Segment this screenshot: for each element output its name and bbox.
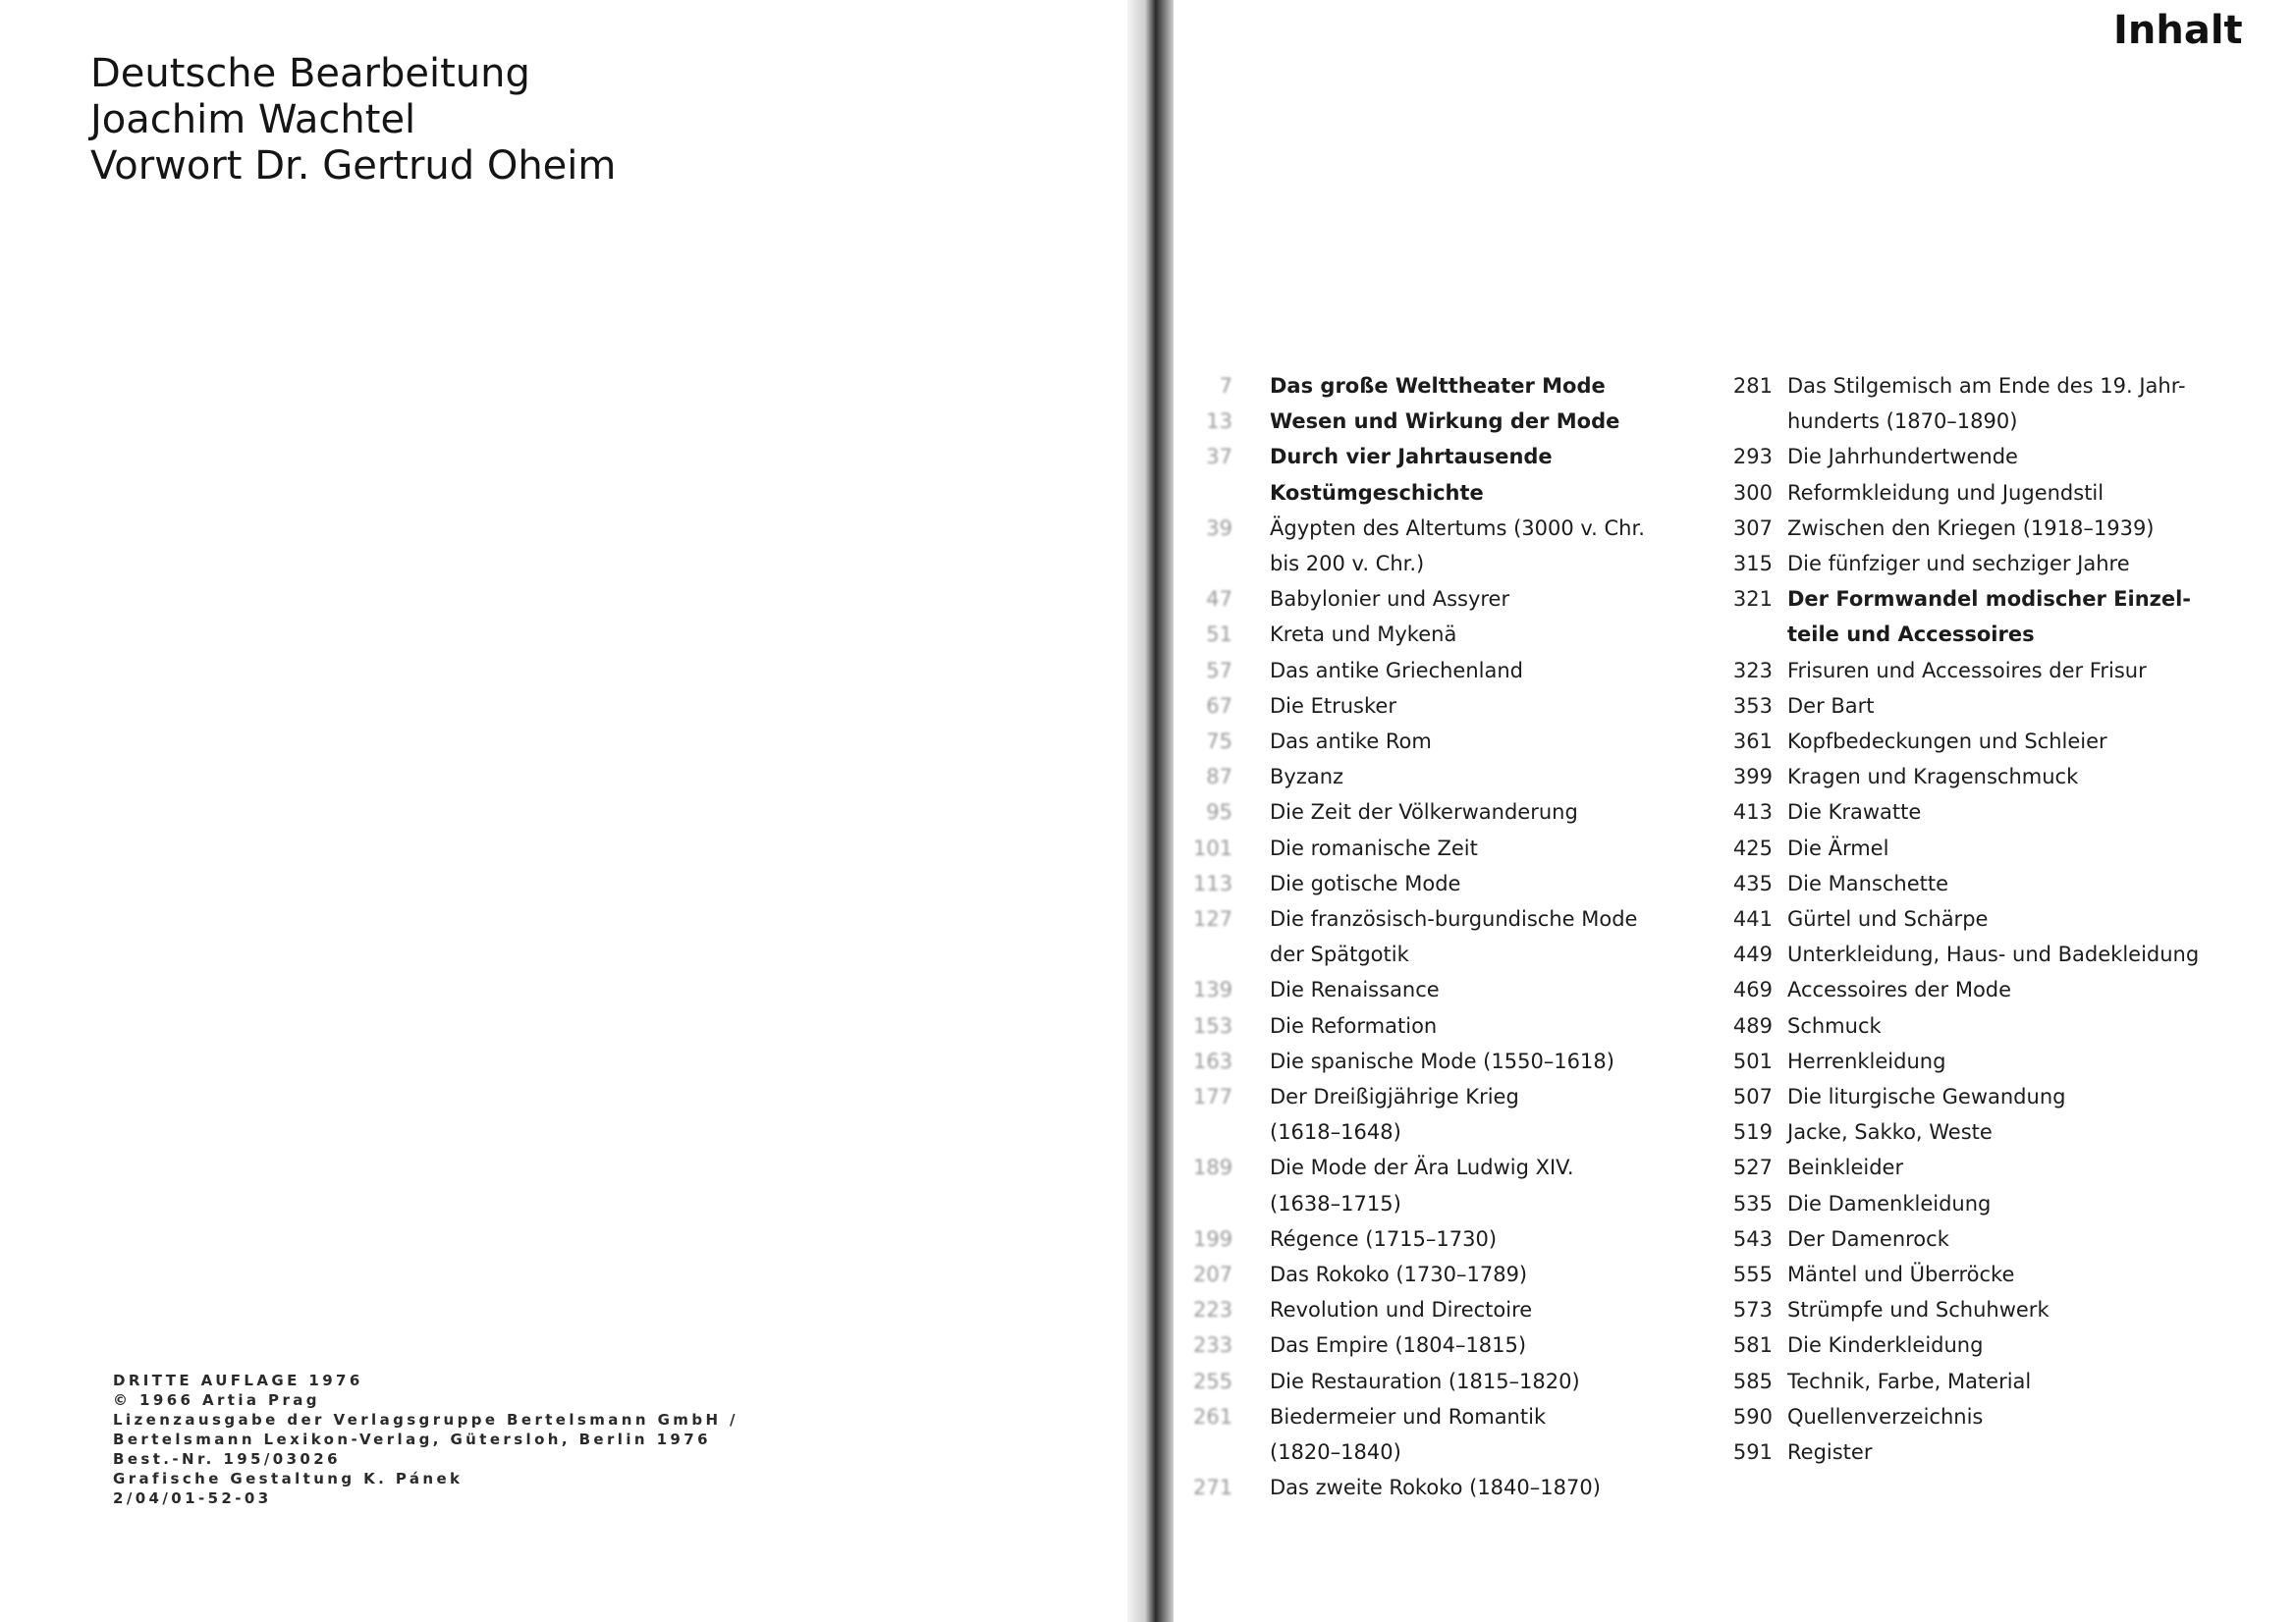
imprint-line: Bertelsmann Lexikon-Verlag, Gütersloh, Berlin 1976 — [113, 1431, 711, 1448]
toc-entry-continuation — [1193, 1114, 1674, 1150]
credit-line-editor: Joachim Wachtel — [90, 97, 416, 142]
toc-entry-title: Frisuren und Accessoires der Frisur — [1787, 658, 2147, 682]
toc-entry-title: (1820–1840) — [1270, 1440, 1401, 1465]
toc-page-number: 501 — [1732, 1049, 1773, 1073]
toc-page-number: 39 — [1206, 515, 1232, 540]
toc-entry-title: Der Bart — [1787, 693, 1875, 718]
toc-entry — [1714, 1257, 2244, 1292]
toc-page-number: 163 — [1193, 1049, 1233, 1073]
toc-page-number: 207 — [1193, 1263, 1233, 1287]
toc-page-number: 321 — [1732, 587, 1773, 612]
toc-entry — [1714, 1364, 2244, 1399]
toc-entry-title: Durch vier Jahrtausende — [1270, 445, 1553, 469]
toc-entry-title: Revolution und Directoire — [1270, 1298, 1533, 1323]
toc-page-number: 435 — [1732, 871, 1773, 895]
toc-entry-title: Herrenkleidung — [1787, 1049, 1946, 1073]
toc-entry — [1193, 404, 1674, 439]
credits-block — [90, 51, 616, 189]
toc-page-number: 139 — [1193, 978, 1233, 1002]
toc-page-number: 519 — [1732, 1120, 1773, 1145]
toc-entry-title: Die liturgische Gewandung — [1787, 1085, 2066, 1109]
toc-page-number: 555 — [1732, 1263, 1773, 1287]
toc-entry-continuation — [1714, 404, 2244, 439]
credit-line-foreword: Vorwort Dr. Gertrud Oheim — [90, 143, 617, 189]
toc-entry — [1193, 794, 1674, 830]
toc-entry — [1714, 724, 2244, 759]
toc-page-number: 585 — [1732, 1369, 1773, 1393]
toc-entry — [1193, 653, 1674, 688]
toc-page-number: 413 — [1732, 800, 1773, 825]
toc-entry-title: Die spanische Mode (1550–1618) — [1270, 1049, 1614, 1073]
toc-entry-title: hunderts (1870–1890) — [1787, 409, 2018, 434]
toc-page-number: 489 — [1732, 1013, 1773, 1038]
toc-entry — [1714, 866, 2244, 901]
toc-page-number: 51 — [1206, 622, 1232, 647]
toc-entry-title: Das Empire (1804–1815) — [1270, 1333, 1527, 1358]
credit-line-adaptation: Deutsche Bearbeitung — [90, 51, 530, 96]
toc-entry-continuation — [1193, 1434, 1674, 1470]
toc-page-number: 233 — [1193, 1333, 1233, 1358]
toc-page-number: 591 — [1732, 1440, 1773, 1465]
page-title: Inhalt — [2113, 8, 2243, 53]
toc-entry-title: (1618–1648) — [1270, 1120, 1401, 1145]
toc-entry — [1193, 1044, 1674, 1079]
toc-entry-title: Die Renaissance — [1270, 978, 1440, 1002]
toc-entry — [1193, 368, 1674, 404]
toc-entry-title: Mäntel und Überröcke — [1787, 1263, 2015, 1287]
left-page — [0, 0, 1139, 1622]
toc-entry — [1193, 1327, 1674, 1363]
toc-entry — [1193, 617, 1674, 652]
toc-entry-title: Das Stilgemisch am Ende des 19. Jahr- — [1787, 374, 2186, 398]
toc-entry-title: Die Reformation — [1270, 1013, 1438, 1038]
toc-page-number: 361 — [1732, 730, 1773, 754]
toc-entry-title: Die Etrusker — [1270, 693, 1396, 718]
toc-page-number: 399 — [1732, 765, 1773, 789]
toc-entry-title: Die Jahrhundertwende — [1787, 445, 2018, 469]
toc-entry-title: Byzanz — [1270, 765, 1344, 789]
toc-entry-title: der Spätgotik — [1270, 943, 1409, 967]
toc-entry-title: bis 200 v. Chr.) — [1270, 552, 1425, 576]
toc-page-number: 75 — [1206, 730, 1232, 754]
toc-entry — [1193, 831, 1674, 866]
toc-entry — [1193, 1257, 1674, 1292]
toc-entry-title: Unterkleidung, Haus- und Badekleidung — [1787, 943, 2200, 967]
toc-entry-title: Technik, Farbe, Material — [1787, 1369, 2032, 1393]
toc-page-number: 113 — [1193, 871, 1233, 895]
toc-entry-title: teile und Accessoires — [1787, 622, 2035, 647]
toc-entry-title: Das antike Rom — [1270, 730, 1432, 754]
toc-entry — [1714, 1008, 2244, 1044]
imprint-line: Best.-Nr. 195/03026 — [113, 1450, 341, 1468]
toc-entry — [1714, 1327, 2244, 1363]
toc-entry-title: Das zweite Rokoko (1840–1870) — [1270, 1476, 1601, 1500]
toc-page-number: 223 — [1193, 1298, 1233, 1323]
toc-entry — [1714, 546, 2244, 581]
toc-entry-title: Die Manschette — [1787, 871, 1949, 895]
toc-entry-title: Beinkleider — [1787, 1156, 1904, 1180]
toc-entry-title: Das antike Griechenland — [1270, 658, 1523, 682]
toc-page-number: 87 — [1206, 765, 1232, 789]
toc-entry — [1193, 688, 1674, 724]
toc-entry — [1714, 937, 2244, 972]
toc-entry — [1193, 1008, 1674, 1044]
toc-page-number: 13 — [1206, 409, 1232, 434]
toc-entry — [1714, 831, 2244, 866]
toc-page-number: 449 — [1732, 943, 1773, 967]
toc-page-number: 37 — [1206, 445, 1232, 469]
toc-entry-title: Die fünfziger und sechziger Jahre — [1787, 552, 2130, 576]
toc-page-number: 353 — [1732, 693, 1773, 718]
toc-entry-title: Die französisch-burgundische Mode — [1270, 907, 1638, 932]
toc-entry — [1714, 759, 2244, 794]
toc-page-number: 281 — [1732, 374, 1773, 398]
toc-entry-title: Die romanische Zeit — [1270, 836, 1478, 860]
toc-entry — [1714, 475, 2244, 511]
toc-entry-title: Accessoires der Mode — [1787, 978, 2012, 1002]
imprint-line: 2/04/01-52-03 — [113, 1489, 272, 1507]
toc-page-number: 543 — [1732, 1226, 1773, 1251]
toc-entry — [1193, 901, 1674, 937]
toc-entry-title: Gürtel und Schärpe — [1787, 907, 1989, 932]
toc-page-number: 255 — [1193, 1369, 1233, 1393]
toc-page-number: 441 — [1732, 907, 1773, 932]
toc-entry — [1714, 1079, 2244, 1114]
toc-entry-title: Biedermeier und Romantik — [1270, 1404, 1547, 1429]
toc-page-number: 95 — [1206, 800, 1232, 825]
toc-page-number: 469 — [1732, 978, 1773, 1002]
toc-entry-title: Der Formwandel modischer Einzel- — [1787, 587, 2192, 612]
toc-entry-title: Ägypten des Altertums (3000 v. Chr. — [1270, 515, 1645, 540]
toc-entry — [1714, 1292, 2244, 1327]
toc-page-number: 67 — [1206, 693, 1232, 718]
toc-entry — [1714, 581, 2244, 617]
toc-entry-title: Kopfbedeckungen und Schleier — [1787, 730, 2107, 754]
toc-page-number: 177 — [1193, 1085, 1233, 1109]
toc-entry-title: Die Krawatte — [1787, 800, 1922, 825]
toc-entry — [1193, 1399, 1674, 1434]
toc-entry — [1193, 724, 1674, 759]
toc-page-number: 590 — [1732, 1404, 1773, 1429]
toc-entry — [1193, 972, 1674, 1007]
imprint-line: Grafische Gestaltung K. Pánek — [113, 1470, 464, 1487]
toc-entry — [1193, 439, 1674, 474]
toc-entry-title: Der Dreißigjährige Krieg — [1270, 1085, 1519, 1109]
toc-page-number: 573 — [1732, 1298, 1773, 1323]
toc-entry-title: Kostümgeschichte — [1270, 480, 1484, 505]
toc-entry — [1714, 972, 2244, 1007]
toc-entry-title: Die Mode der Ära Ludwig XIV. — [1270, 1156, 1574, 1180]
toc-entry-continuation — [1193, 546, 1674, 581]
toc-page-number: 261 — [1193, 1404, 1233, 1429]
toc-entry — [1714, 511, 2244, 546]
toc-page-number: 7 — [1219, 374, 1232, 398]
imprint-line: Lizenzausgabe der Verlagsgruppe Bertelsmann GmbH / — [113, 1411, 738, 1429]
toc-entry-title: Die Damenkleidung — [1787, 1191, 1992, 1216]
toc-column-right — [1714, 368, 2244, 1470]
toc-entry-continuation — [1193, 1186, 1674, 1221]
toc-entry-title: Zwischen den Kriegen (1918–1939) — [1787, 515, 2155, 540]
toc-entry-title: Reformkleidung und Jugendstil — [1787, 480, 2105, 505]
toc-page-number: 323 — [1732, 658, 1773, 682]
toc-entry-title: Strümpfe und Schuhwerk — [1787, 1298, 2050, 1323]
toc-entry-title: Der Damenrock — [1787, 1226, 1949, 1251]
toc-entry-title: Babylonier und Assyrer — [1270, 587, 1510, 612]
toc-page-number: 425 — [1732, 836, 1773, 860]
toc-entry-title: Das große Welttheater Mode — [1270, 374, 1606, 398]
toc-entry — [1714, 688, 2244, 724]
toc-page-number: 300 — [1732, 480, 1773, 505]
toc-page-number: 101 — [1193, 836, 1233, 860]
toc-entry — [1714, 1150, 2244, 1185]
toc-page-number: 581 — [1732, 1333, 1773, 1358]
toc-entry-title: (1638–1715) — [1270, 1191, 1401, 1216]
toc-entry-continuation — [1193, 937, 1674, 972]
toc-page-number: 127 — [1193, 907, 1233, 932]
toc-entry-title: Die Restauration (1815–1820) — [1270, 1369, 1580, 1393]
toc-page-number: 189 — [1193, 1156, 1233, 1180]
toc-page-number: 293 — [1732, 445, 1773, 469]
toc-column-left — [1193, 368, 1674, 1506]
toc-entry — [1193, 866, 1674, 901]
toc-entry — [1714, 1044, 2244, 1079]
toc-entry-title: Schmuck — [1787, 1013, 1882, 1038]
toc-page-number: 57 — [1206, 658, 1232, 682]
toc-entry — [1193, 1221, 1674, 1257]
imprint-block — [113, 1371, 738, 1508]
toc-entry-title: Wesen und Wirkung der Mode — [1270, 409, 1620, 434]
toc-entry-title: Kragen und Kragenschmuck — [1787, 765, 2079, 789]
toc-entry-title: Das Rokoko (1730–1789) — [1270, 1263, 1528, 1287]
toc-entry-continuation — [1193, 475, 1674, 511]
toc-entry-title: Jacke, Sakko, Weste — [1787, 1120, 1993, 1145]
toc-entry — [1714, 653, 2244, 688]
toc-page-number: 535 — [1732, 1191, 1773, 1216]
toc-entry-title: Kreta und Mykenä — [1270, 622, 1457, 647]
toc-entry — [1193, 511, 1674, 546]
imprint-line: © 1966 Artia Prag — [113, 1391, 320, 1409]
toc-entry — [1193, 759, 1674, 794]
toc-entry-title: Register — [1787, 1440, 1873, 1465]
toc-entry — [1714, 1114, 2244, 1150]
toc-entry-title: Die Kinderkleidung — [1787, 1333, 1984, 1358]
toc-entry — [1714, 439, 2244, 474]
toc-entry — [1193, 1150, 1674, 1185]
toc-page-number: 271 — [1193, 1476, 1233, 1500]
toc-entry — [1193, 1292, 1674, 1327]
toc-entry — [1714, 368, 2244, 404]
imprint-line: DRITTE AUFLAGE 1976 — [113, 1372, 363, 1389]
toc-entry-title: Die Ärmel — [1787, 836, 1889, 860]
toc-entry-title: Quellenverzeichnis — [1787, 1404, 1984, 1429]
toc-entry-title: Die Zeit der Völkerwanderung — [1270, 800, 1578, 825]
toc-page-number: 307 — [1732, 515, 1773, 540]
toc-page-number: 199 — [1193, 1226, 1233, 1251]
toc-page-number: 153 — [1193, 1013, 1233, 1038]
toc-entry — [1714, 1434, 2244, 1470]
toc-entry — [1714, 794, 2244, 830]
toc-entry-title: Die gotische Mode — [1270, 871, 1461, 895]
toc-entry-continuation — [1714, 617, 2244, 652]
toc-page-number: 47 — [1206, 587, 1232, 612]
toc-entry-title: Régence (1715–1730) — [1270, 1226, 1498, 1251]
toc-page-number: 527 — [1732, 1156, 1773, 1180]
toc-entry — [1193, 1364, 1674, 1399]
toc-entry — [1714, 1399, 2244, 1434]
toc-entry — [1193, 1079, 1674, 1114]
toc-entry — [1193, 1470, 1674, 1505]
toc-page-number: 315 — [1732, 552, 1773, 576]
toc-entry — [1714, 1221, 2244, 1257]
toc-page-number: 507 — [1732, 1085, 1773, 1109]
toc-entry — [1714, 901, 2244, 937]
toc-entry — [1714, 1186, 2244, 1221]
toc-entry — [1193, 581, 1674, 617]
